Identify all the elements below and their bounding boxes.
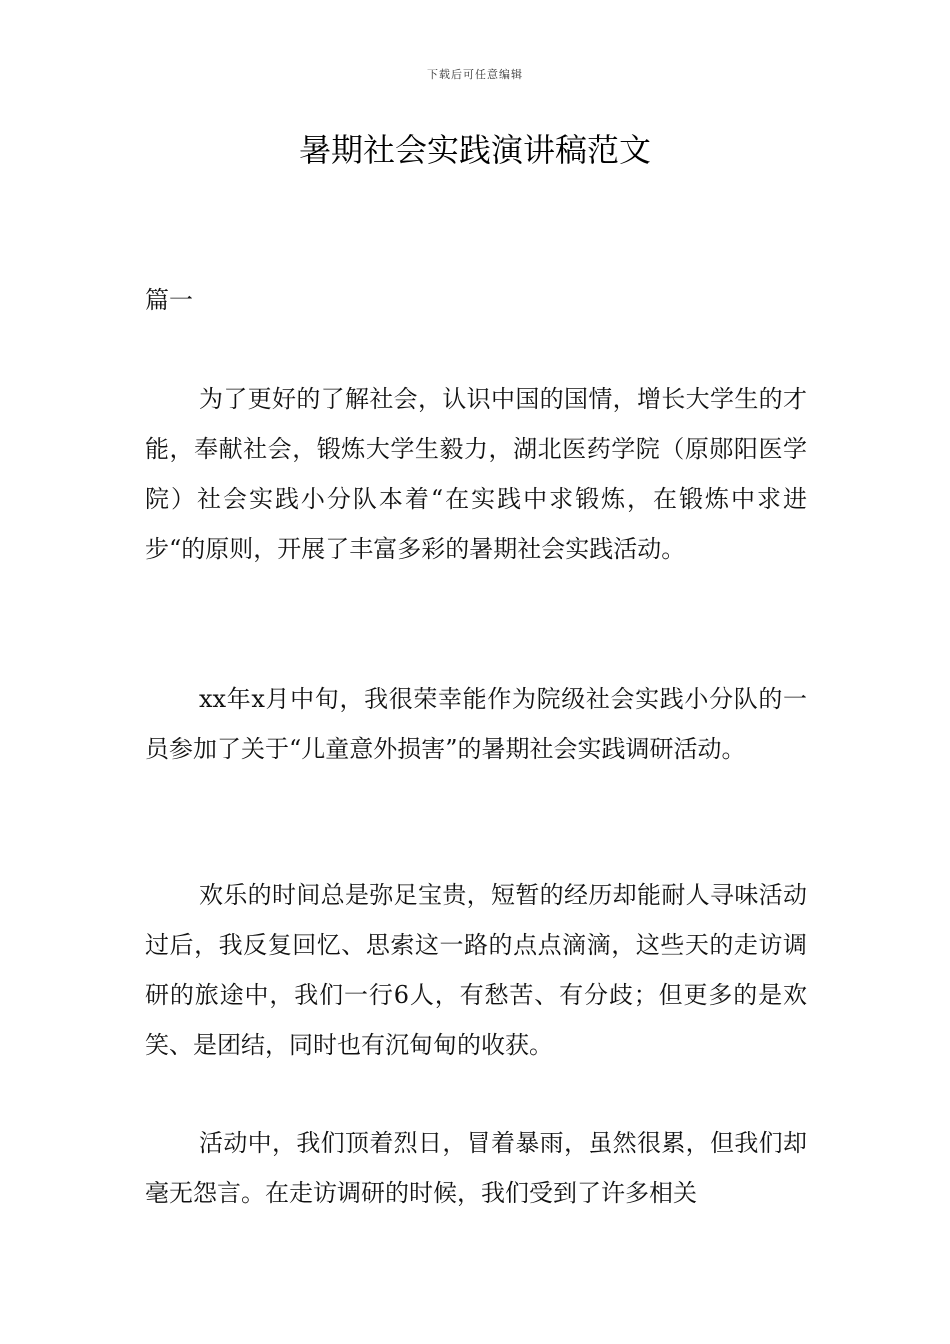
paragraph-2: xx年x月中旬，我很荣幸能作为院级社会实践小分队的一员参加了关于“儿童意外损害”的暑期社会实践调研活动。 — [145, 685, 807, 763]
paragraph-4: 活动中，我们顶着烈日，冒着暴雨，虽然很累，但我们却毫无怨言。在走访调研的时候，我们受到了许多相关 — [145, 1129, 807, 1207]
paragraph-3: 欢乐的时间总是弥足宝贵，短暂的经历却能耐人寻味活动过后，我反复回忆、思索这一路的点点滴滴，这些天的走访调研的旅途中，我们一行6人，有愁苦、有分歧；但更多的是欢笑、是团结，同时也有沉甸甸的收获。 — [145, 881, 807, 1059]
section-label: 篇一 — [145, 286, 193, 314]
paragraph-1: 为了更好的了解社会，认识中国的国情，增长大学生的才能，奉献社会，锻炼大学生毅力，湖北医药学院（原郧阳医学院）社会实践小分队本着“在实践中求锻炼，在锻炼中求进步“的原则，开展了丰富多彩的暑期社会实践活动。 — [145, 385, 807, 563]
document-title: 暑期社会实践演讲稿范文 — [298, 131, 651, 169]
header-note: 下载后可任意编辑 — [427, 68, 523, 81]
